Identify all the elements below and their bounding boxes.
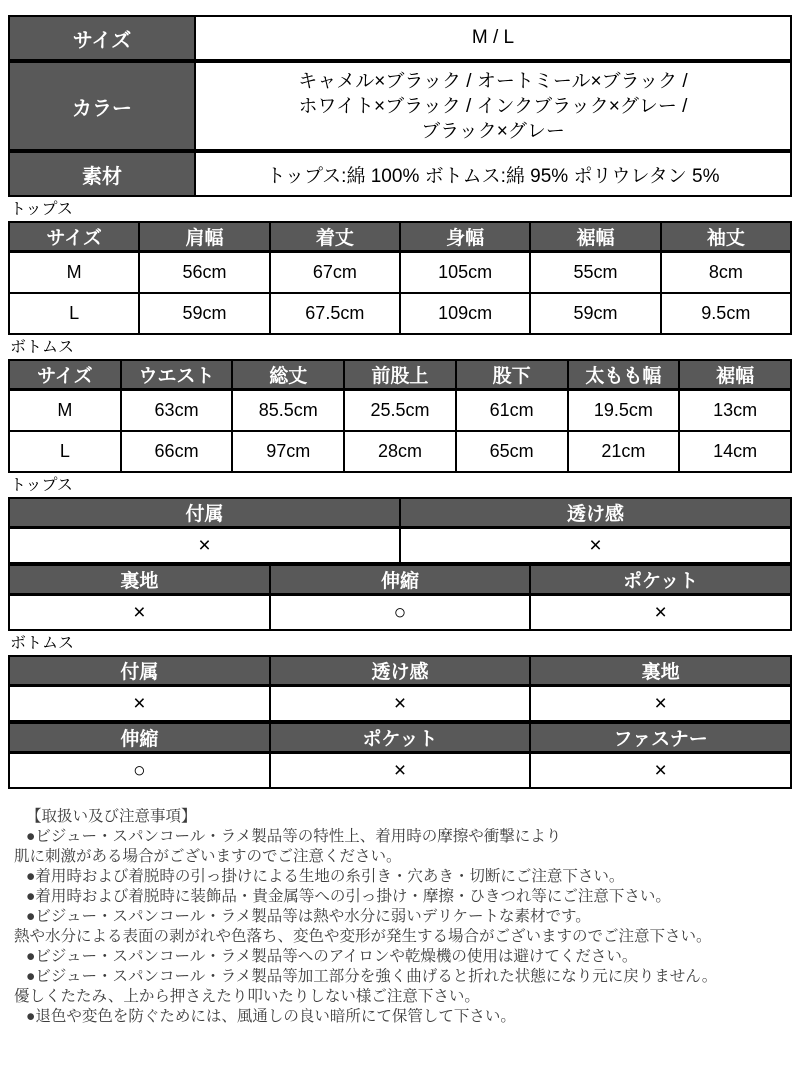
- bottoms-size-header-row: [9, 360, 791, 390]
- tops-size-header-cell: 袖丈: [661, 222, 791, 252]
- feature-header-cell: 裏地: [530, 656, 791, 686]
- bottoms-size-header-cell: 太もも幅: [568, 360, 680, 390]
- section-label-tops-size: トップス: [10, 201, 73, 218]
- color-line: ホワイト×ブラック / インクブラック×グレー /: [298, 95, 688, 117]
- tops-size-row-l: [9, 293, 791, 334]
- bottoms-size-table: [8, 359, 792, 473]
- feature-value-cell: ×: [9, 595, 270, 631]
- spec-row-size: [9, 16, 791, 61]
- feature-value-cell: ×: [270, 753, 531, 789]
- size-cell: 105cm: [400, 252, 530, 294]
- size-cell: L: [9, 431, 121, 472]
- section-label-bottoms-size: ボトムス: [10, 339, 75, 356]
- tops-size-header-cell: サイズ: [9, 222, 139, 252]
- care-line: 熱や水分による表面の剥がれや色落ち、変色や変形が発生する場合がございますのでご注意下さい。: [14, 928, 712, 945]
- feature-header-cell: 付属: [9, 656, 270, 686]
- bottoms-feature-header-row-1: [9, 656, 791, 686]
- bottoms-size-header-cell: 前股上: [344, 360, 456, 390]
- bottoms-size-header-cell: ウエスト: [121, 360, 233, 390]
- size-cell: 85.5cm: [232, 390, 344, 432]
- tops-size-header-cell: 裾幅: [530, 222, 660, 252]
- spec-row-material: [9, 151, 791, 196]
- feature-header-cell: ポケット: [270, 723, 531, 753]
- bottoms-feature-table-1: [8, 655, 792, 722]
- tops-size-header-cell: 着丈: [270, 222, 400, 252]
- feature-value-cell: ×: [530, 753, 791, 789]
- feature-header-cell: 付属: [9, 498, 400, 528]
- size-cell: L: [9, 293, 139, 334]
- size-cell: 28cm: [344, 431, 456, 472]
- feature-value-cell: ○: [270, 595, 531, 631]
- feature-value-cell: ×: [270, 686, 531, 722]
- bottoms-feature-value-row-1: [9, 686, 791, 722]
- care-line: ●ビジュー・スパンコール・ラメ製品等は熱や水分に弱いデリケートな素材です。: [26, 908, 591, 925]
- feature-header-cell: 伸縮: [270, 565, 531, 595]
- bottoms-size-header-cell: 股下: [456, 360, 568, 390]
- size-cell: 59cm: [530, 293, 660, 334]
- feature-header-cell: 透け感: [270, 656, 531, 686]
- size-cell: 59cm: [139, 293, 269, 334]
- size-cell: 61cm: [456, 390, 568, 432]
- size-cell: 9.5cm: [661, 293, 791, 334]
- spec-label-color: カラー: [9, 61, 195, 151]
- color-line: キャメル×ブラック / オートミール×ブラック /: [298, 70, 688, 92]
- care-line: 肌に刺激がある場合がございますのでご注意ください。: [14, 848, 402, 865]
- spec-label-size: サイズ: [9, 16, 195, 61]
- size-cell: 56cm: [139, 252, 269, 294]
- size-cell: 67.5cm: [270, 293, 400, 334]
- size-cell: 97cm: [232, 431, 344, 472]
- tops-size-header-cell: 身幅: [400, 222, 530, 252]
- bottoms-size-row-l: [9, 431, 791, 472]
- feature-header-cell: 裏地: [9, 565, 270, 595]
- care-line: 優しくたたみ、上から押さえたり叩いたりしない様ご注意下さい。: [14, 988, 480, 1005]
- feature-value-cell: ×: [9, 686, 270, 722]
- bottoms-feature-header-row-2: [9, 723, 791, 753]
- section-label-tops-features: トップス: [10, 477, 73, 494]
- feature-value-cell: ○: [9, 753, 270, 789]
- spec-row-color: [9, 61, 791, 151]
- feature-header-cell: ポケット: [530, 565, 791, 595]
- care-line: ●ビジュー・スパンコール・ラメ製品等の特性上、着用時の摩擦や衝撃により: [26, 828, 562, 845]
- size-cell: 13cm: [679, 390, 791, 432]
- feature-value-cell: ×: [530, 595, 791, 631]
- bottoms-feature-value-row-2: [9, 753, 791, 789]
- bottoms-size-header-cell: 裾幅: [679, 360, 791, 390]
- feature-header-cell: ファスナー: [530, 723, 791, 753]
- bottoms-size-header-cell: 総丈: [232, 360, 344, 390]
- size-cell: 14cm: [679, 431, 791, 472]
- feature-header-cell: 伸縮: [9, 723, 270, 753]
- size-cell: 55cm: [530, 252, 660, 294]
- care-line: ●ビジュー・スパンコール・ラメ製品等加工部分を強く曲げると折れた状態になり元に戻りません。: [26, 968, 718, 985]
- care-line: ●退色や変色を防ぐためには、風通しの良い暗所にて保管して下さい。: [26, 1008, 516, 1025]
- spec-value-size: M / L: [195, 16, 791, 61]
- bottoms-size-row-m: [9, 390, 791, 432]
- size-cell: 67cm: [270, 252, 400, 294]
- care-notes: [8, 807, 792, 1027]
- tops-feature-value-row-2: [9, 595, 791, 631]
- tops-size-row-m: [9, 252, 791, 294]
- size-cell: 25.5cm: [344, 390, 456, 432]
- tops-size-header-row: [9, 222, 791, 252]
- size-cell: 65cm: [456, 431, 568, 472]
- size-cell: 8cm: [661, 252, 791, 294]
- size-cell: M: [9, 390, 121, 432]
- size-cell: M: [9, 252, 139, 294]
- feature-value-cell: ×: [530, 686, 791, 722]
- tops-feature-table-2: [8, 564, 792, 631]
- feature-value-cell: ×: [400, 528, 791, 564]
- spec-value-color: [195, 61, 791, 151]
- bottoms-feature-table-2: [8, 722, 792, 789]
- care-notes-title: 【取扱い及び注意事項】: [26, 808, 197, 825]
- care-line: ●ビジュー・スパンコール・ラメ製品等へのアイロンや乾燥機の使用は避けてください。: [26, 948, 638, 965]
- size-cell: 66cm: [121, 431, 233, 472]
- spec-value-material: トップス:綿 100% ボトムス:綿 95% ポリウレタン 5%: [195, 151, 791, 196]
- feature-header-cell: 透け感: [400, 498, 791, 528]
- tops-size-table: [8, 221, 792, 335]
- tops-size-header-cell: 肩幅: [139, 222, 269, 252]
- tops-feature-header-row-1: [9, 498, 791, 528]
- size-cell: 21cm: [568, 431, 680, 472]
- feature-value-cell: ×: [9, 528, 400, 564]
- size-cell: 63cm: [121, 390, 233, 432]
- size-cell: 19.5cm: [568, 390, 680, 432]
- care-line: ●着用時および着脱時に装飾品・貴金属等への引っ掛け・摩擦・ひきつれ等にご注意下さい。: [26, 888, 671, 905]
- tops-feature-table-1: [8, 497, 792, 564]
- spec-label-material: 素材: [9, 151, 195, 196]
- care-line: ●着用時および着脱時の引っ掛けによる生地の糸引き・穴あき・切断にご注意下さい。: [26, 868, 625, 885]
- size-cell: 109cm: [400, 293, 530, 334]
- spec-table: [8, 15, 792, 197]
- bottoms-size-header-cell: サイズ: [9, 360, 121, 390]
- tops-feature-header-row-2: [9, 565, 791, 595]
- color-line: ブラック×グレー: [421, 120, 565, 142]
- tops-feature-value-row-1: [9, 528, 791, 564]
- section-label-bottoms-features: ボトムス: [10, 635, 75, 652]
